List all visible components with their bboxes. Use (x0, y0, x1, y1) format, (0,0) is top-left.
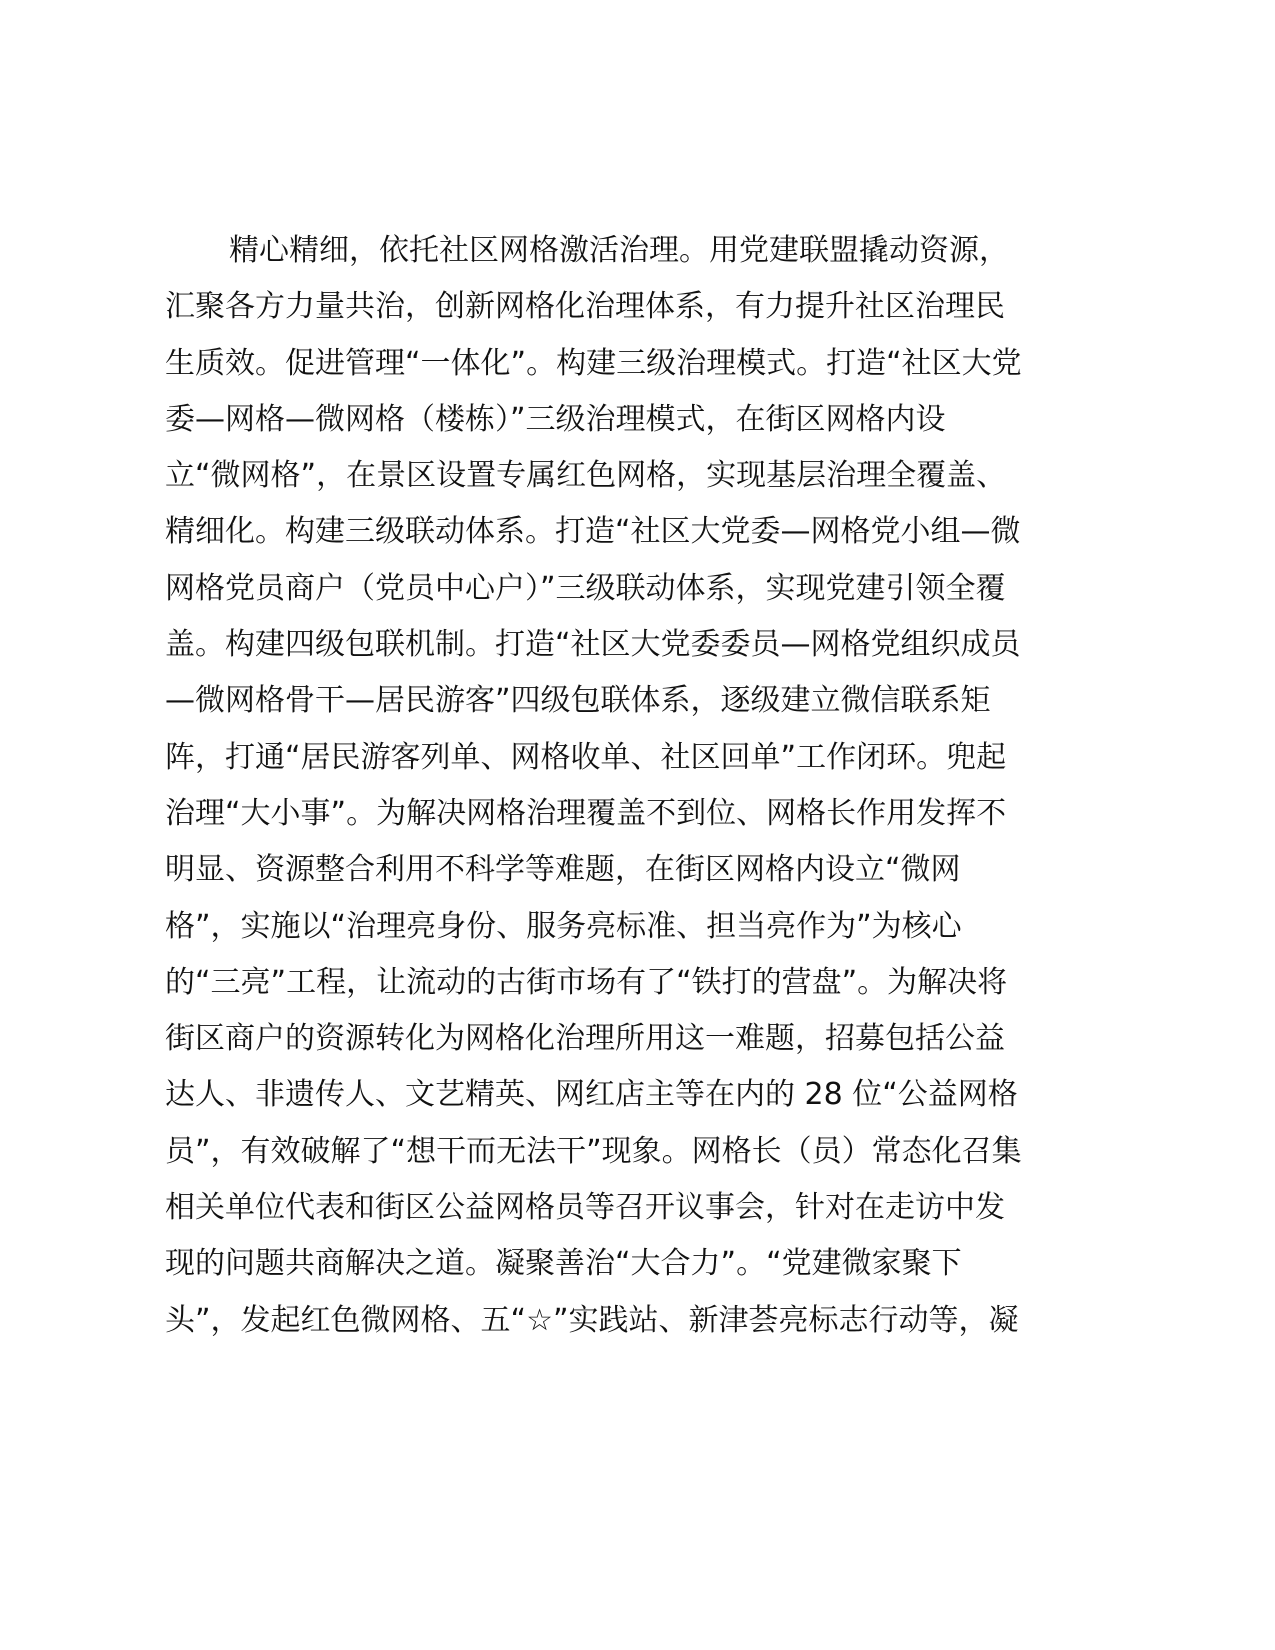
text-line: 立“微网格”，在景区设置专属红色网格，实现基层治理全覆盖、 (165, 458, 1007, 494)
text-line: 盖。构建四级包联机制。打造“社区大党委委员—网格党组织成员 (165, 627, 1021, 663)
body-paragraph (165, 223, 1125, 1349)
text-line: 委—网格—微网格（楼栋）”三级治理模式，在街区网格内设 (165, 401, 946, 437)
text-line: 街区商户的资源转化为网格化治理所用这一难题，招募包括公益 (165, 1021, 1005, 1057)
text-line: 明显、资源整合利用不科学等难题，在街区网格内设立“微网 (165, 852, 961, 888)
text-line: 头”，发起红色微网格、五“☆”实践站、新津荟亮标志行动等，凝 (165, 1302, 1019, 1338)
text-line: 阵，打通“居民游客列单、网格收单、社区回单”工作闭环。兜起 (165, 739, 1007, 775)
text-line: 现的问题共商解决之道。凝聚善治“大合力”。“党建微家聚下 (165, 1246, 962, 1282)
text-line: 的“三亮”工程，让流动的古街市场有了“铁打的营盘”。为解决将 (165, 964, 1008, 1000)
text-line: 汇聚各方力量共治，创新网格化治理体系，有力提升社区治理民 (165, 289, 1005, 325)
text-line: 生质效。促进管理“一体化”。构建三级治理模式。打造“社区大党 (165, 345, 1022, 381)
text-line: 精心精细，依托社区网格激活治理。用党建联盟撬动资源， (229, 233, 1009, 268)
text-line: 精细化。构建三级联动体系。打造“社区大党委—网格党小组—微 (165, 514, 1021, 550)
text-line: 网格党员商户（党员中心户）”三级联动体系，实现党建引领全覆 (165, 570, 1006, 606)
text-line: 达人、非遗传人、文艺精英、网红店主等在内的 28 位“公益网格 (165, 1077, 1018, 1113)
text-line: 员”，有效破解了“想干而无法干”现象。网格长（员）常态化召集 (165, 1133, 1022, 1169)
text-line: 格”，实施以“治理亮身份、服务亮标准、担当亮作为”为核心 (165, 908, 962, 944)
text-line: 相关单位代表和街区公益网格员等召开议事会，针对在走访中发 (165, 1190, 1005, 1226)
text-line: —微网格骨干—居民游客”四级包联体系，逐级建立微信联系矩 (165, 683, 991, 719)
text-line: 治理“大小事”。为解决网格治理覆盖不到位、网格长作用发挥不 (165, 795, 1007, 831)
